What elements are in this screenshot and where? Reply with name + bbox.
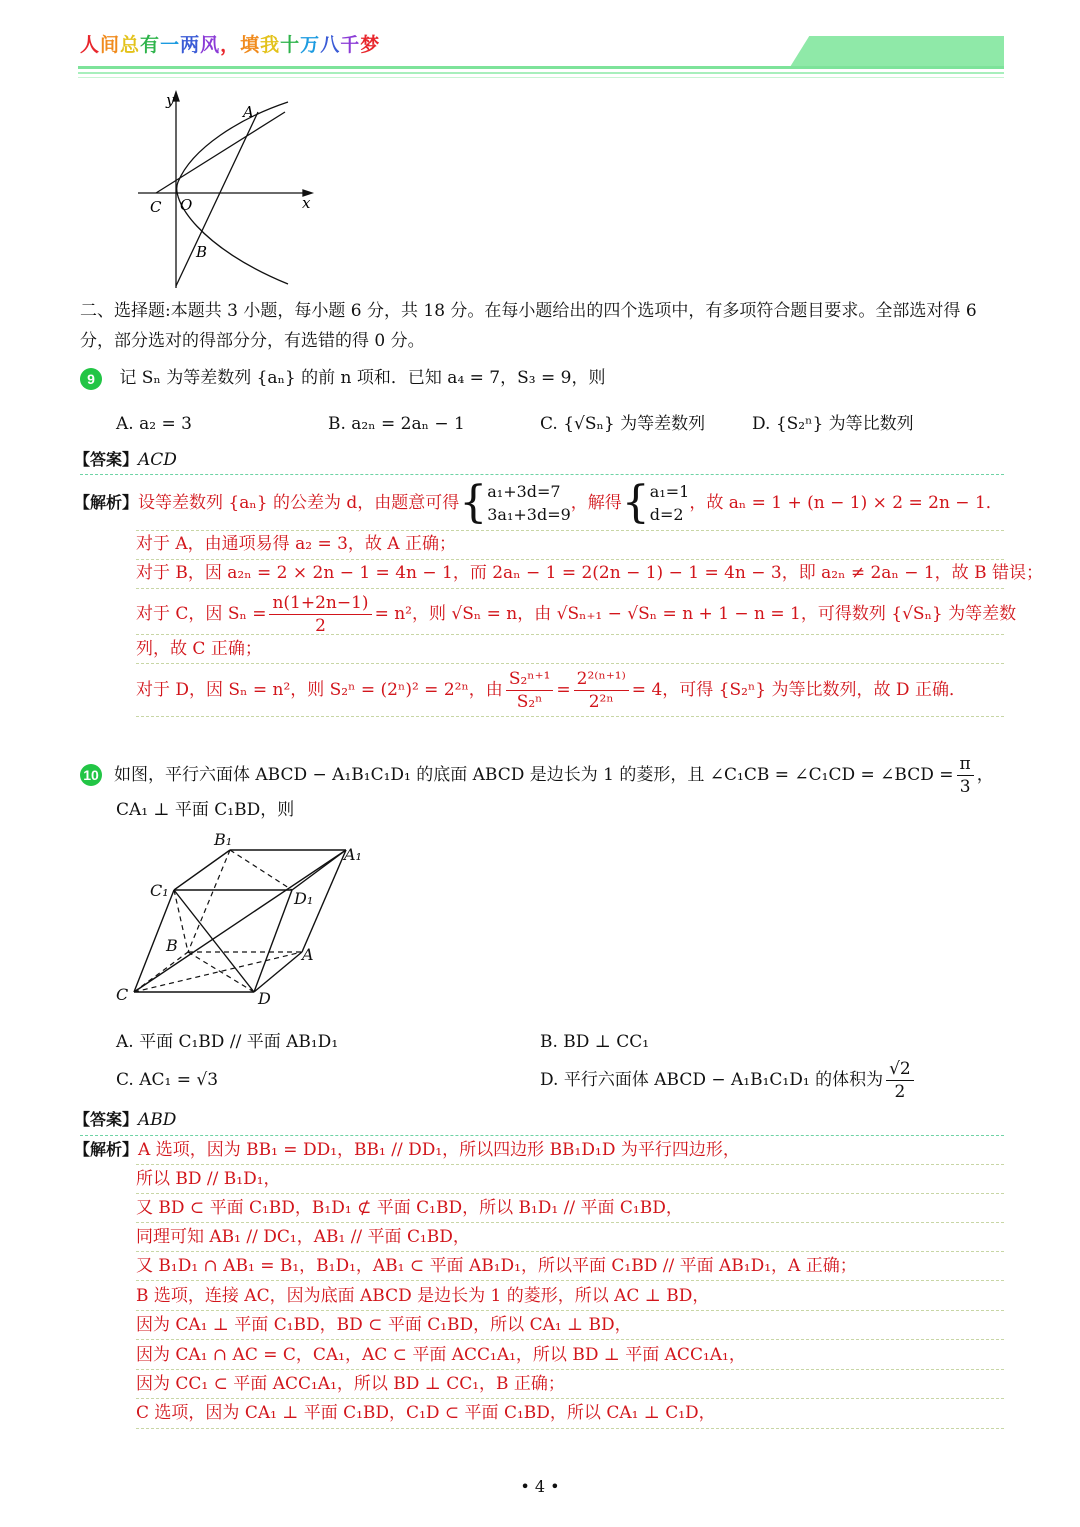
q10-stem-line1: 如图，平行六面体 ABCD − A₁B₁C₁D₁ 的底面 ABCD 是边长为 1 的菱形，且 ∠C₁CB = ∠C₁CD = ∠BCD = [114, 765, 954, 785]
slogan-char: 总 [120, 34, 141, 56]
dash-line [136, 588, 1004, 589]
q10-analysis-label: 【解析】 [74, 1140, 139, 1159]
label-B: B [166, 936, 178, 955]
slogan-char: 我 [260, 34, 281, 56]
fraction-numerator: n(1+2n−1) [269, 592, 371, 615]
label-y: y [166, 91, 175, 109]
header-rule-3 [78, 77, 1004, 78]
dash-line [136, 1251, 1004, 1252]
q10-stem-line2: CA₁ ⊥ 平面 C₁BD，则 [116, 800, 295, 820]
label-C: C [150, 198, 162, 216]
q10-analysis-line: 又 B₁D₁ ∩ AB₁ = B₁，B₁D₁，AB₁ ⊂ 平面 AB₁D₁，所以平面 C₁BD // 平面 AB₁D₁，A 正确； [136, 1256, 857, 1276]
dash-line [136, 1193, 1004, 1194]
label-O: O [180, 196, 193, 214]
q9-analysis-line6-pre: 对于 D，因 Sₙ = n²，则 S₂ⁿ = (2ⁿ)² = 2²ⁿ，由 [136, 680, 503, 700]
slogan-char: 填 [240, 34, 261, 56]
label-D1: D₁ [294, 889, 314, 908]
fraction [506, 668, 554, 713]
q9-system-2: a₁=1 d=2 [649, 482, 690, 524]
q10-option-d[interactable] [540, 1056, 917, 1104]
q9-system-1: a₁+3d=7 3a₁+3d=9 [487, 482, 571, 524]
slogan-char: 万 [300, 34, 321, 56]
diagonal-CA1 [134, 850, 346, 992]
slogan-char: ， [220, 34, 241, 56]
dash-line [136, 559, 1004, 560]
q10-analysis-line: 因为 CC₁ ⊂ 平面 ACC₁A₁，所以 BD ⊥ CC₁，B 正确； [136, 1374, 565, 1394]
q10-option-b[interactable]: B. BD ⊥ CC₁ [540, 1032, 650, 1052]
parabola-figure [130, 88, 330, 293]
fraction-denominator: 3 [959, 776, 971, 797]
q9-analysis-line5: 列，故 C 正确； [136, 639, 262, 659]
q9-analysis-label: 【解析】 [74, 493, 139, 512]
q10-analysis-line: 同理可知 AB₁ // DC₁，AB₁ // 平面 C₁BD， [136, 1227, 470, 1247]
hidden-edge-CA [134, 952, 302, 992]
dash-line [136, 634, 1004, 635]
edge-C1D [174, 890, 254, 992]
q9-number-badge: 9 [80, 368, 102, 390]
answer-divider [80, 474, 1004, 475]
header-rule [78, 66, 1004, 69]
dash-line [136, 1280, 1004, 1281]
q9-analysis-text-1b: ，解得 [570, 493, 622, 513]
header-rule-2 [78, 72, 1004, 74]
q9-answer-label: 【答案】 [74, 450, 139, 469]
label-x: x [302, 194, 311, 212]
fraction-numerator: S₂ⁿ⁺¹ [506, 668, 554, 691]
brace-1: { [459, 477, 488, 528]
slogan-char: 千 [340, 34, 361, 56]
fraction [886, 1058, 914, 1103]
q10-option-d-text: D. 平行六面体 ABCD − A₁B₁C₁D₁ 的体积为 [540, 1070, 884, 1090]
q10-analysis-line: 因为 CA₁ ⊥ 平面 C₁BD，BD ⊂ 平面 C₁BD，所以 CA₁ ⊥ BD， [136, 1315, 632, 1335]
label-B: B [196, 243, 208, 261]
dash-line [136, 716, 1004, 717]
q10-option-c[interactable]: C. AC₁ = √3 [116, 1070, 219, 1090]
dash-line [136, 530, 1004, 531]
dash-line [136, 1310, 1004, 1311]
fraction-denominator: 2²ⁿ [588, 691, 614, 712]
fraction-denominator: 2 [315, 615, 326, 636]
q10-answer-row [74, 1108, 176, 1132]
answer-divider [80, 1135, 1004, 1136]
fraction [269, 592, 371, 637]
label-B1: B₁ [214, 830, 233, 849]
q9-option-c[interactable]: C. {√Sₙ} 为等差数列 [540, 414, 706, 434]
label-C1: C₁ [150, 881, 169, 900]
slogan-char: 梦 [360, 34, 381, 56]
q9-analysis-text-1c: ，故 aₙ = 1 + (n − 1) × 2 = 2n − 1． [689, 493, 1003, 513]
label-A: A [302, 945, 314, 964]
q10-analysis-line: B 选项，连接 AC，因为底面 ABCD 是边长为 1 的菱形，所以 AC ⊥ BD， [136, 1286, 710, 1306]
dash-line [136, 1222, 1004, 1223]
fraction-denominator: 2 [894, 1081, 906, 1102]
fraction-denominator: S₂ⁿ [516, 691, 543, 712]
slogan-char: 两 [180, 34, 201, 56]
slogan-char: 十 [280, 34, 301, 56]
q9-analysis-line2: 对于 A，由通项易得 a₂ = 3，故 A 正确； [136, 534, 456, 554]
brace-2: { [621, 477, 650, 528]
hidden-edge-BD [188, 952, 254, 992]
q10-answer: ABD [138, 1110, 177, 1130]
q9-analysis-line6 [136, 666, 966, 714]
q9-analysis-line3: 对于 B，因 a₂ₙ = 2 × 2n − 1 = 4n − 1，而 2aₙ − 1 = 2(2n − 1) − 1 = 4n − 3，即 a₂ₙ ≠ 2aₙ − 1，故 B 错误； [136, 563, 1043, 583]
fraction-numerator: π [957, 753, 974, 776]
equals-sign: = [556, 680, 571, 700]
dash-line [136, 1398, 1004, 1399]
label-A: A [243, 103, 254, 121]
q9-analysis-line6-post: = 4，可得 {S₂ⁿ} 为等比数列，故 D 正确． [631, 680, 966, 700]
q9-option-a[interactable]: A. a₂ = 3 [116, 414, 192, 434]
q9-analysis-line4 [136, 590, 1016, 638]
slogan-char: 人 [80, 34, 101, 56]
q9-stem-row [80, 366, 605, 390]
dash-line [136, 1369, 1004, 1370]
q9-analysis-line4-post: = n²，则 √Sₙ = n，由 √Sₙ₊₁ − √Sₙ = n + 1 − n = 1，可得数列 {√Sₙ} 为等差数 [374, 604, 1017, 624]
q10-answer-label: 【答案】 [74, 1110, 139, 1129]
q10-analysis-line: 所以 BD // B₁D₁， [136, 1169, 281, 1189]
q9-stem: 记 Sₙ 为等差数列 {aₙ} 的前 n 项和．已知 a₄ = 7，S₃ = 9，则 [119, 368, 606, 388]
slogan-char: 间 [100, 34, 121, 56]
q10-analysis-text-0: A 选项，因为 BB₁ = DD₁，BB₁ // DD₁，所以四边形 BB₁D₁D 为平行四边形， [138, 1140, 740, 1160]
q9-analysis-text-1a: 设等差数列 {aₙ} 的公差为 d，由题意可得 [138, 493, 460, 513]
q9-option-d[interactable]: D. {S₂ⁿ} 为等比数列 [752, 414, 914, 434]
label-C: C [116, 985, 129, 1004]
fraction-numerator: √2 [886, 1058, 914, 1081]
q9-analysis-line1 [74, 478, 1003, 528]
label-D: D [258, 989, 271, 1008]
fraction [574, 668, 629, 713]
q10-analysis-line: C 选项，因为 CA₁ ⊥ 平面 C₁BD，C₁D ⊂ 平面 C₁BD，所以 CA₁ ⊥ C₁D， [136, 1403, 716, 1423]
q10-stem-row [80, 753, 994, 797]
q10-stem-fraction [957, 753, 974, 798]
parallelepiped-figure [112, 826, 372, 1012]
q10-option-a[interactable]: A. 平面 C₁BD // 平面 AB₁D₁ [116, 1032, 339, 1052]
q9-analysis-line4-pre: 对于 C，因 Sₙ = [136, 604, 267, 624]
dash-line [136, 663, 1004, 664]
q10-number-badge: 10 [80, 764, 102, 786]
fraction-numerator: 2²⁽ⁿ⁺¹⁾ [574, 668, 629, 691]
q9-option-b[interactable]: B. a₂ₙ = 2aₙ − 1 [328, 414, 465, 434]
q9-answer: ACD [138, 450, 177, 470]
header-tab-decoration [790, 36, 1004, 67]
label-A1: A₁ [344, 845, 362, 864]
q10-stem-comma: ， [976, 765, 994, 785]
slogan-char: 八 [320, 34, 341, 56]
q9-answer-row [74, 448, 177, 472]
dash-line [136, 1339, 1004, 1340]
slogan-char: 一 [160, 34, 181, 56]
slogan-char: 风 [200, 34, 221, 56]
header-slogan [80, 30, 380, 57]
dash-line [136, 1164, 1004, 1165]
hidden-edge-B1D1 [230, 850, 292, 890]
section-2-instructions: 二、选择题:本题共 3 小题，每小题 6 分，共 18 分。在每小题给出的四个选项中，有多项符合题目要求。全部选对得 6 分，部分选对的得部分分，有选错的得 0 分。 [80, 301, 977, 351]
q10-analysis-line1 [74, 1138, 740, 1162]
q10-analysis-line: 因为 CA₁ ∩ AC = C，CA₁，AC ⊂ 平面 ACC₁A₁，所以 BD ⊥ 平面 ACC₁A₁， [136, 1345, 746, 1365]
q10-analysis-line: 又 BD ⊂ 平面 C₁BD，B₁D₁ ⊄ 平面 C₁BD，所以 B₁D₁ // 平面 C₁BD， [136, 1198, 683, 1218]
page-number: • 4 • [520, 1477, 560, 1496]
dash-line [136, 1428, 1004, 1429]
slogan-char: 有 [140, 34, 161, 56]
